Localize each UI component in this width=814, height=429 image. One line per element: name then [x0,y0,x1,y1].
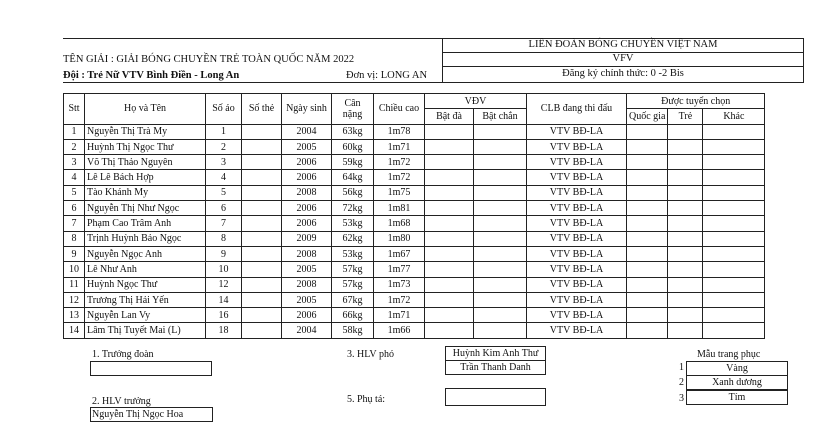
col-name: Họ và Tên [85,94,206,125]
cell-empty [627,170,668,185]
cell-club: VTV BĐ-LA [527,185,627,200]
cell-weight: 58kg [332,323,374,338]
cell-height: 1m72 [374,292,425,307]
cell-dob: 2006 [282,216,332,231]
helper-label: 5. Phụ tá: [347,394,386,405]
cell-empty [425,185,474,200]
cell-dob: 2004 [282,323,332,338]
cell-empty [703,201,765,216]
cell-dob: 2006 [282,201,332,216]
cell-name: Trịnh Huỳnh Bảo Ngọc [85,231,206,246]
cell-weight: 53kg [332,246,374,261]
col-block: Bật chắn [474,109,527,124]
cell-name: Nguyễn Thị Trà My [85,124,206,139]
cell-empty [668,201,703,216]
cell-empty [627,231,668,246]
cell-empty [242,231,282,246]
federation-abbr: VFV [612,53,634,64]
cell-empty [627,124,668,139]
head-coach-box: Nguyễn Thị Ngọc Hoa [90,407,213,422]
cell-empty [474,216,527,231]
col-attack: Bật đà [425,109,474,124]
cell-shirt: 14 [206,292,242,307]
cell-club: VTV BĐ-LA [527,231,627,246]
cell-empty [627,139,668,154]
cell-empty [474,201,527,216]
cell-height: 1m71 [374,139,425,154]
table-row [64,155,765,170]
cell-club: VTV BĐ-LA [527,323,627,338]
cell-empty [703,262,765,277]
col-weight: Cân nặng [332,94,374,125]
cell-name: Huỳnh Thị Ngọc Thư [85,139,206,154]
roster-table [63,93,765,339]
col-card: Số thẻ [242,94,282,125]
cell-stt: 7 [64,216,85,231]
cell-empty [242,139,282,154]
cell-dob: 2008 [282,185,332,200]
cell-height: 1m81 [374,201,425,216]
table-row [64,185,765,200]
cell-empty [703,308,765,323]
cell-empty [668,308,703,323]
cell-empty [668,277,703,292]
cell-empty [668,323,703,338]
cell-empty [703,292,765,307]
cell-weight: 59kg [332,155,374,170]
cell-stt: 8 [64,231,85,246]
col-vdv: VĐV [425,94,527,109]
cell-empty [242,277,282,292]
cell-empty [242,124,282,139]
cell-name: Lâm Thị Tuyết Mai (L) [85,323,206,338]
uniform-color-3: Tím [686,390,788,405]
cell-dob: 2006 [282,170,332,185]
cell-weight: 57kg [332,262,374,277]
cell-stt: 14 [64,323,85,338]
cell-empty [425,323,474,338]
cell-stt: 2 [64,139,85,154]
cell-empty [703,231,765,246]
cell-shirt: 8 [206,231,242,246]
assistant-label: 3. HLV phó [347,349,394,360]
cell-weight: 66kg [332,308,374,323]
cell-club: VTV BĐ-LA [527,201,627,216]
cell-club: VTV BĐ-LA [527,292,627,307]
table-row [64,246,765,261]
cell-empty [474,139,527,154]
cell-club: VTV BĐ-LA [527,155,627,170]
col-height: Chiều cao [374,94,425,125]
table-row [64,139,765,154]
cell-empty [425,246,474,261]
cell-stt: 3 [64,155,85,170]
uniform-num-2: 2 [679,377,684,388]
cell-stt: 1 [64,124,85,139]
team-name: Đội : Trẻ Nữ VTV Bình Điền - Long An [63,70,240,81]
cell-empty [703,170,765,185]
cell-name: Lê Lê Bách Hợp [85,170,206,185]
uniform-color-2: Xanh dương [686,375,788,390]
cell-name: Lê Như Anh [85,262,206,277]
cell-empty [627,185,668,200]
cell-empty [627,246,668,261]
col-selected: Được tuyển chọn [627,94,765,109]
cell-empty [474,155,527,170]
cell-dob: 2006 [282,155,332,170]
cell-shirt: 1 [206,124,242,139]
uniform-title: Mẫu trang phục [697,349,761,360]
cell-empty [474,246,527,261]
cell-dob: 2005 [282,262,332,277]
cell-empty [703,139,765,154]
cell-weight: 53kg [332,216,374,231]
cell-empty [242,323,282,338]
cell-dob: 2008 [282,277,332,292]
cell-empty [474,262,527,277]
cell-empty [668,185,703,200]
cell-empty [474,185,527,200]
cell-empty [242,216,282,231]
cell-empty [425,201,474,216]
cell-empty [474,231,527,246]
cell-weight: 67kg [332,292,374,307]
cell-empty [703,155,765,170]
cell-empty [703,185,765,200]
cell-shirt: 4 [206,170,242,185]
col-club: CLB đang thi đấu [527,94,627,125]
cell-stt: 10 [64,262,85,277]
cell-empty [242,246,282,261]
cell-empty [242,170,282,185]
cell-empty [703,216,765,231]
cell-empty [242,262,282,277]
cell-dob: 2005 [282,292,332,307]
cell-empty [668,262,703,277]
assistant-1-box: Huỳnh Kim Anh Thư [445,346,546,361]
cell-empty [627,308,668,323]
cell-empty [474,277,527,292]
cell-club: VTV BĐ-LA [527,216,627,231]
manager-label: 1. Trưởng đoàn [92,349,154,360]
head-coach-label: 2. HLV trưởng [92,396,151,407]
cell-empty [425,292,474,307]
cell-empty [627,323,668,338]
cell-shirt: 12 [206,277,242,292]
cell-height: 1m68 [374,216,425,231]
cell-shirt: 3 [206,155,242,170]
table-row [64,201,765,216]
cell-empty [627,216,668,231]
col-other: Khác [703,109,765,124]
cell-empty [668,292,703,307]
manager-box [90,361,212,376]
cell-stt: 13 [64,308,85,323]
cell-empty [242,292,282,307]
table-row [64,292,765,307]
cell-empty [242,201,282,216]
cell-club: VTV BĐ-LA [527,246,627,261]
cell-empty [425,308,474,323]
cell-empty [474,124,527,139]
cell-empty [668,216,703,231]
cell-empty [425,139,474,154]
cell-stt: 12 [64,292,85,307]
unit-label: Đơn vị: LONG AN [346,70,428,81]
cell-empty [242,308,282,323]
cell-shirt: 5 [206,185,242,200]
cell-empty [703,277,765,292]
cell-stt: 5 [64,185,85,200]
table-row [64,323,765,338]
cell-name: Nguyễn Thị Như Ngọc [85,201,206,216]
cell-empty [474,292,527,307]
cell-empty [668,155,703,170]
cell-shirt: 16 [206,308,242,323]
cell-empty [703,246,765,261]
cell-empty [703,124,765,139]
cell-height: 1m73 [374,277,425,292]
cell-empty [425,124,474,139]
cell-shirt: 18 [206,323,242,338]
cell-empty [425,277,474,292]
cell-height: 1m72 [374,155,425,170]
cell-empty [668,231,703,246]
cell-empty [668,139,703,154]
cell-weight: 72kg [332,201,374,216]
cell-empty [668,124,703,139]
tournament-title: TÊN GIẢI : GIẢI BÓNG CHUYỀN TRẺ TOÀN QUỐC NĂM 2022 [63,54,355,65]
cell-empty [627,262,668,277]
uniform-num-3: 3 [679,393,684,404]
cell-club: VTV BĐ-LA [527,277,627,292]
col-national: Quốc gia [627,109,668,124]
cell-shirt: 9 [206,246,242,261]
cell-weight: 57kg [332,277,374,292]
table-row [64,308,765,323]
cell-weight: 64kg [332,170,374,185]
cell-club: VTV BĐ-LA [527,308,627,323]
cell-empty [627,201,668,216]
uniform-num-1: 1 [679,362,684,373]
cell-height: 1m67 [374,246,425,261]
cell-empty [668,246,703,261]
table-row [64,231,765,246]
table-row [64,216,765,231]
table-row [64,262,765,277]
cell-weight: 60kg [332,139,374,154]
cell-weight: 56kg [332,185,374,200]
cell-empty [242,155,282,170]
cell-shirt: 7 [206,216,242,231]
cell-shirt: 6 [206,201,242,216]
cell-club: VTV BĐ-LA [527,139,627,154]
cell-height: 1m80 [374,231,425,246]
cell-height: 1m72 [374,170,425,185]
cell-name: Nguyễn Ngọc Anh [85,246,206,261]
cell-empty [425,155,474,170]
col-shirt: Số áo [206,94,242,125]
cell-name: Phạm Cao Trâm Anh [85,216,206,231]
cell-club: VTV BĐ-LA [527,262,627,277]
cell-shirt: 2 [206,139,242,154]
cell-height: 1m77 [374,262,425,277]
cell-height: 1m71 [374,308,425,323]
table-row [64,124,765,139]
cell-name: Huỳnh Ngọc Thư [85,277,206,292]
cell-empty [474,323,527,338]
cell-empty [425,216,474,231]
helper-box [445,388,546,406]
col-stt: Stt [64,94,85,125]
cell-stt: 6 [64,201,85,216]
cell-empty [627,292,668,307]
cell-dob: 2008 [282,246,332,261]
cell-empty [668,170,703,185]
uniform-color-1: Vàng [686,361,788,376]
cell-empty [425,231,474,246]
cell-empty [627,155,668,170]
cell-empty [627,277,668,292]
cell-weight: 63kg [332,124,374,139]
cell-empty [474,308,527,323]
cell-stt: 11 [64,277,85,292]
cell-name: Võ Thị Thảo Nguyên [85,155,206,170]
cell-name: Trương Thị Hải Yến [85,292,206,307]
cell-shirt: 10 [206,262,242,277]
cell-empty [242,185,282,200]
cell-stt: 9 [64,246,85,261]
cell-height: 1m78 [374,124,425,139]
cell-empty [474,170,527,185]
assistant-2-box: Trần Thanh Danh [445,360,546,375]
table-row [64,170,765,185]
col-youth: Trẻ [668,109,703,124]
cell-name: Tào Khánh My [85,185,206,200]
cell-name: Nguyễn Lan Vy [85,308,206,323]
registration-label: Đăng ký chính thức: 0 -2 Bis [562,68,684,79]
col-dob: Ngày sinh [282,94,332,125]
cell-club: VTV BĐ-LA [527,124,627,139]
cell-height: 1m75 [374,185,425,200]
table-row [64,277,765,292]
cell-height: 1m66 [374,323,425,338]
cell-club: VTV BĐ-LA [527,170,627,185]
cell-empty [703,323,765,338]
cell-dob: 2009 [282,231,332,246]
cell-dob: 2006 [282,308,332,323]
cell-stt: 4 [64,170,85,185]
cell-weight: 62kg [332,231,374,246]
cell-empty [425,262,474,277]
cell-dob: 2005 [282,139,332,154]
federation-name: LIÊN ĐOÀN BÓNG CHUYỀN VIỆT NAM [528,39,718,50]
cell-empty [425,170,474,185]
cell-dob: 2004 [282,124,332,139]
